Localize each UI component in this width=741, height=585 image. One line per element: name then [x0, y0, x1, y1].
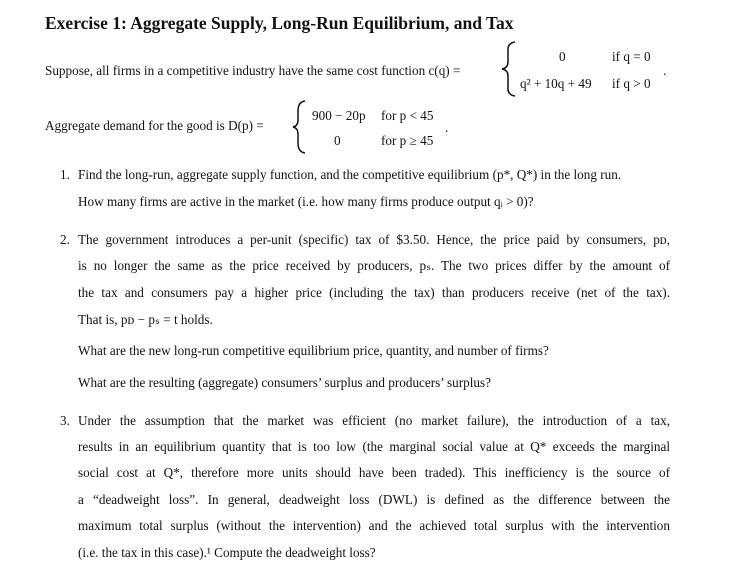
question-2-line: What are the resulting (aggregate) consumers’ surplus and producers’ surplus?: [78, 375, 491, 390]
question-1-line: Find the long-run, aggregate supply function, and the competitive equilibrium (p*, Q*) in the long run.: [78, 167, 622, 182]
question-3-line: maximum total surplus (without the intervention) and the achieved total surplus with the intervention: [78, 518, 670, 533]
question-2-line: is no longer the same as the price received by producers, pₛ. The two prices differ by the amount of: [78, 258, 670, 273]
cost-case1-condition: if q = 0: [612, 49, 651, 64]
question-2-line: What are the new long-run competitive equilibrium price, quantity, and number of firms?: [78, 343, 549, 358]
demand-case1-condition: for p < 45: [381, 108, 434, 123]
question-2-line: the tax and consumers pay a higher price (including the tax) than producers receive (net of the tax).: [78, 285, 670, 300]
demand-case1-value: 900 − 20p: [312, 108, 366, 123]
demand-lead: Aggregate demand for the good is D(p) =: [45, 118, 264, 133]
cost-brace: [500, 40, 520, 98]
question-2-line: The government introduces a per-unit (specific) tax of $3.50. Hence, the price paid by consumers, pᴅ,: [78, 232, 670, 247]
question-1-line: How many firms are active in the market (i.e. how many firms produce output qᵢ > 0)?: [78, 194, 534, 209]
demand-case2-condition: for p ≥ 45: [381, 133, 434, 148]
question-3-number: 3.: [60, 413, 70, 428]
question-1-number: 1.: [60, 167, 70, 182]
exercise-title: Exercise 1: Aggregate Supply, Long-Run Equilibrium, and Tax: [45, 13, 514, 33]
question-3-line: Under the assumption that the market was efficient (no market failure), the introduction of a tax,: [78, 413, 670, 428]
demand-period: .: [445, 120, 449, 135]
cost-period: .: [663, 63, 667, 78]
cost-case2-value: q² + 10q + 49: [520, 76, 592, 91]
cost-function-lead: Suppose, all firms in a competitive industry have the same cost function c(q) =: [45, 63, 461, 78]
question-3-line: (i.e. the tax in this case).¹ Compute the deadweight loss?: [78, 545, 376, 560]
demand-brace: [291, 99, 309, 155]
cost-case2-condition: if q > 0: [612, 76, 651, 91]
cost-case1-value: 0: [559, 49, 566, 64]
question-3-line: social cost at Q*, therefore more units should have been traded). This inefficiency is the source of: [78, 465, 670, 480]
question-2-line: That is, pᴅ − pₛ = t holds.: [78, 312, 213, 327]
demand-case2-value: 0: [334, 133, 341, 148]
question-3-line: results in an equilibrium quantity that is too low (the marginal social value at Q* exceeds the marginal: [78, 439, 670, 454]
question-2-number: 2.: [60, 232, 70, 247]
question-3-line: a “deadweight loss”. In general, deadweight loss (DWL) is defined as the difference between the: [78, 492, 670, 507]
